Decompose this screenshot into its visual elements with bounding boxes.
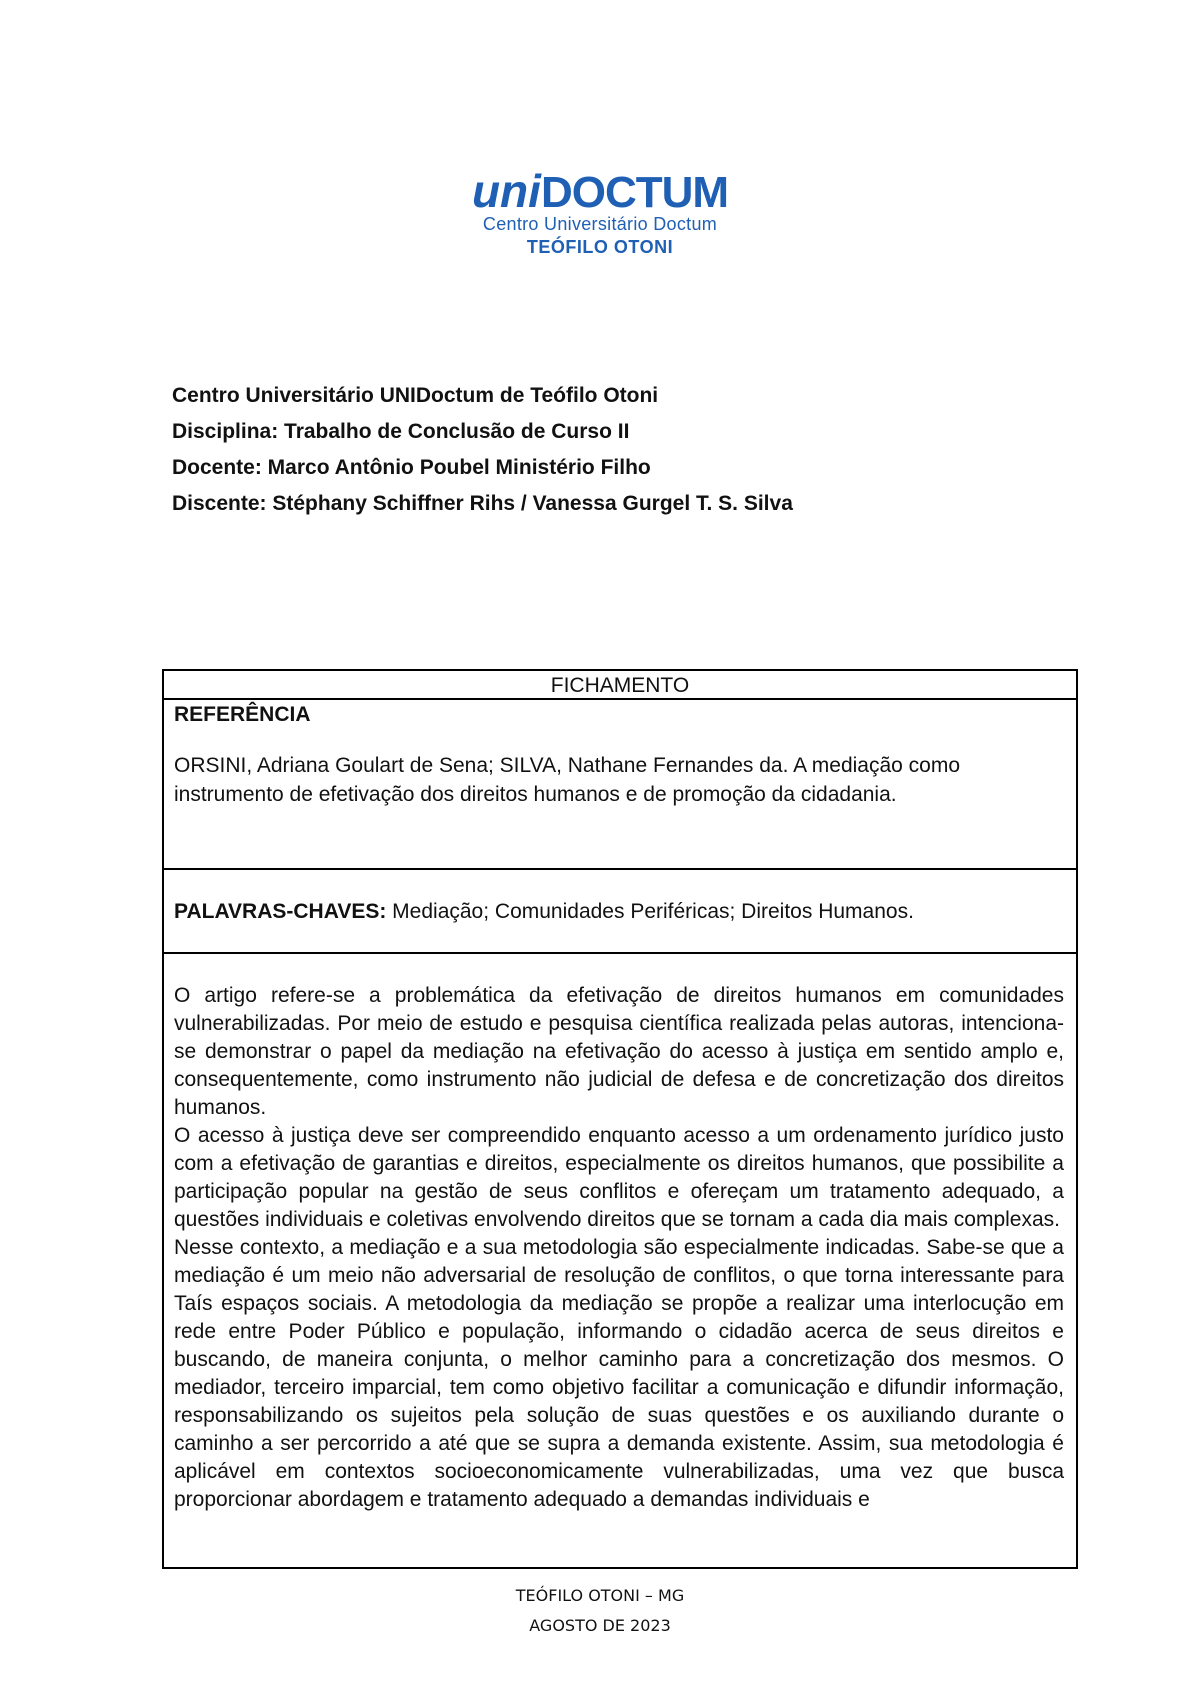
students-line: Discente: Stéphany Schiffner Rihs / Vanessa Gurgel T. S. Silva xyxy=(172,492,793,515)
reference-cell xyxy=(164,700,1076,870)
footer-date: AGOSTO DE 2023 xyxy=(529,1616,671,1635)
keywords-text: Mediação; Comunidades Periféricas; Direitos Humanos. xyxy=(386,900,914,923)
keywords-cell xyxy=(164,870,1076,954)
institution-line: Centro Universitário UNIDoctum de Teófilo Otoni xyxy=(172,384,659,407)
discipline-line: Disciplina: Trabalho de Conclusão de Curso II xyxy=(172,420,630,443)
footer-city: TEÓFILO OTONI – MG xyxy=(515,1586,685,1605)
unidoctum-logo xyxy=(0,165,1200,258)
teacher-line: Docente: Marco Antônio Poubel Ministério Filho xyxy=(172,456,651,479)
fichamento-title: FICHAMENTO xyxy=(164,671,1076,700)
logo-subtitle: Centro Universitário Doctum xyxy=(482,214,718,234)
reference-heading: REFERÊNCIA xyxy=(174,703,311,726)
keywords-label: PALAVRAS-CHAVES: xyxy=(174,900,387,923)
summary-cell xyxy=(164,954,1076,1514)
logo-main-text: DOCTUM xyxy=(540,168,729,217)
logo-wordmark xyxy=(0,165,1200,217)
logo-prefix: uni xyxy=(471,165,541,217)
reference-text: ORSINI, Adriana Goulart de Sena; SILVA, Nathane Fernandes da. A mediação como instrumento de efetivação dos direitos humanos e de promoção da cidadania. xyxy=(174,754,961,806)
logo-city: TEÓFILO OTONI xyxy=(526,237,674,257)
summary-paragraph: O artigo refere-se a problemática da efetivação de direitos humanos em comunidades vulnerabilizadas. Por meio de estudo e pesquisa científica realizada pelas autoras, intenciona-se demonstrar o papel da mediação na efetivação do acesso à justiça em sentido amplo e, consequentemente, como instrumento não judicial de defesa e de concretização dos direitos humanos. xyxy=(174,984,1064,1119)
summary-paragraph: O acesso à justiça deve ser compreendido enquanto acesso a um ordenamento jurídico justo com a efetivação de garantias e direitos, especialmente os direitos humanos, que possibilite a participação popular na gestão de seus conflitos e ofereçam um tratamento adequado, a questões individuais e coletivas envolvendo direitos que se tornam a cada dia mais complexas. xyxy=(174,1124,1064,1231)
summary-paragraph: Nesse contexto, a mediação e a sua metodologia são especialmente indicadas. Sabe-se que a mediação é um meio não adversarial de resolução de conflitos, o que torna interessante para Taís espaços sociais. A metodologia da mediação se propõe a realizar uma interlocução em rede entre Poder Público e população, informando o cidadão acerca de seus direitos e buscando, de maneira conjunta, o melhor caminho para a concretização dos mesmos. O mediador, terceiro imparcial, tem como objetivo facilitar a comunicação e difundir informação, responsabilizando os sujeitos pela solução de suas questões e os auxiliando durante o caminho a ser percorrido a até que se supra a demanda existente. Assim, sua metodologia é aplicável em contextos socioeconomicamente vulnerabilizadas, uma vez que busca proporcionar abordagem e tratamento adequado a demandas individuais e xyxy=(174,1236,1064,1511)
header-info xyxy=(172,378,1072,522)
fichamento-table xyxy=(162,669,1078,1569)
